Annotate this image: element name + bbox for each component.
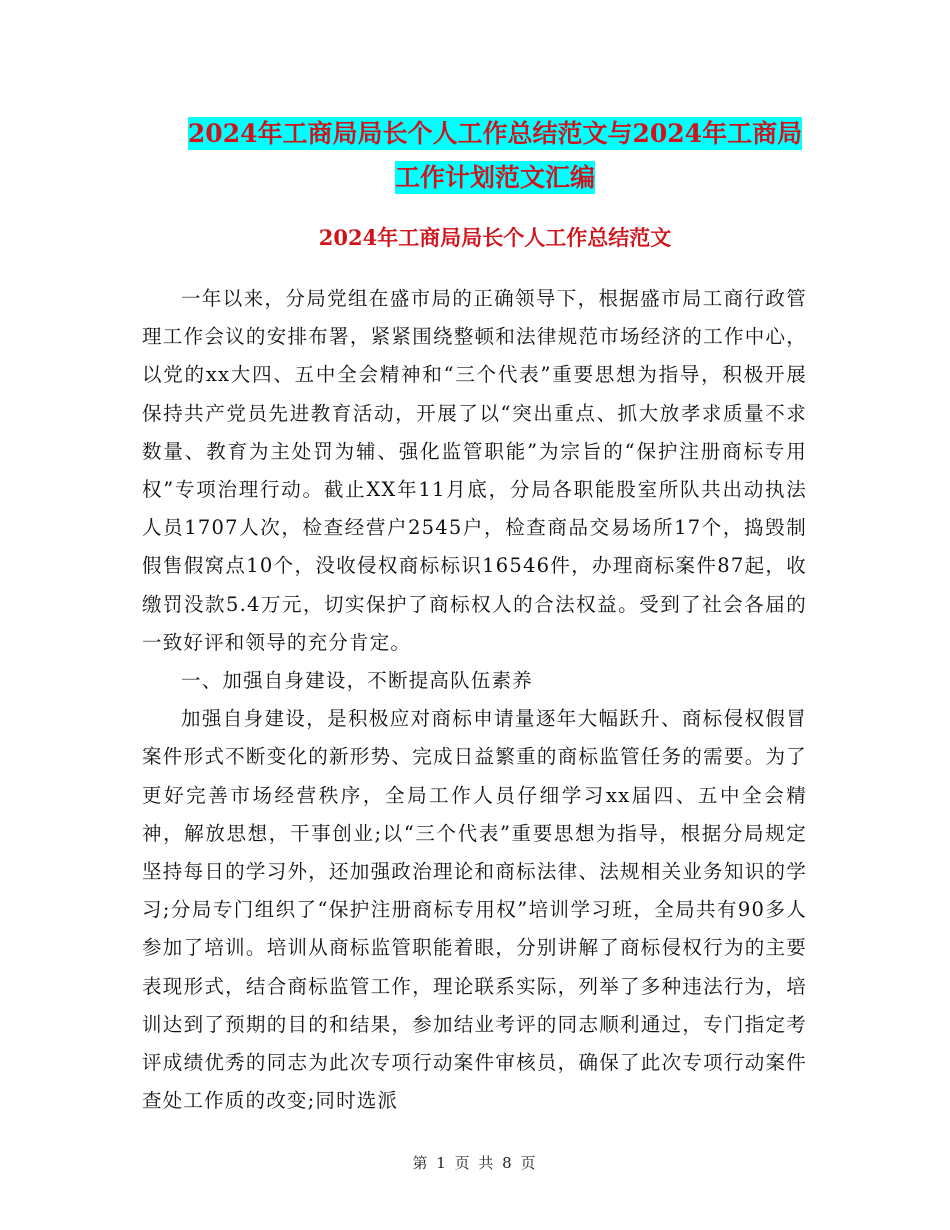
body-paragraph: 一年以来，分局党组在盛市局的正确领导下，根据盛市局工商行政管理工作会议的安排布署，紧紧围绕整顿和法律规范市场经济的工作中心，以党的xx大四、五中全会精神和“三个代表”重要思想为指导，积极开展保持共产党员先进教育活动，开展了以“突出重点、抓大放孝求质量不求数量、教育为主处罚为辅、强化监管职能”为宗旨的“保护注册商标专用权”专项治理行动。截止XX年11月底，分局各职能股室所队共出动执法人员1707人次，检查经营户2545户，检查商品交易场所17个，捣毁制假售假窝点10个，没收侵权商标标识16546件，办理商标案件87起，收缴罚没款5.4万元，切实保护了商标权人的合法权益。受到了社会各届的一致好评和领导的充分肯定。 <box>142 287 807 654</box>
page-footer: 第 1 页 共 8 页 <box>412 1154 538 1172</box>
document-body <box>142 280 807 1120</box>
body-paragraph: 加强自身建设，是积极应对商标申请量逐年大幅跃升、商标侵权假冒案件形式不断变化的新形势、完成日益繁重的商标监管任务的需要。为了更好完善市场经营秩序，全局工作人员仔细学习xx届四、五中全会精神，解放思想，干事创业;以“三个代表”重要思想为指导，根据分局规定坚持每日的学习外，还加强政治理论和商标法律、法规相关业务知识的学习;分局专门组织了“保护注册商标专用权”培训学习班，全局共有90多人参加了培训。培训从商标监管职能着眼，分别讲解了商标侵权行为的主要表现形式，结合商标监管工作，理论联系实际，列举了多种违法行为，培训达到了预期的目的和结果，参加结业考评的同志顺利通过，专门指定考评成绩优秀的同志为此次专项行动案件审核员，确保了此次专项行动案件查处工作质的改变;同时选派 <box>142 707 807 1113</box>
document-title-line-1: 2024年工商局局长个人工作总结范文与2024年工商局 <box>187 119 803 148</box>
document-title-line-2: 工作计划范文汇编 <box>394 163 595 192</box>
body-heading: 一、加强自身建设，不断提高队伍素养 <box>181 669 533 693</box>
section-title: 2024年工商局局长个人工作总结范文 <box>318 225 672 250</box>
document-title <box>140 112 850 200</box>
